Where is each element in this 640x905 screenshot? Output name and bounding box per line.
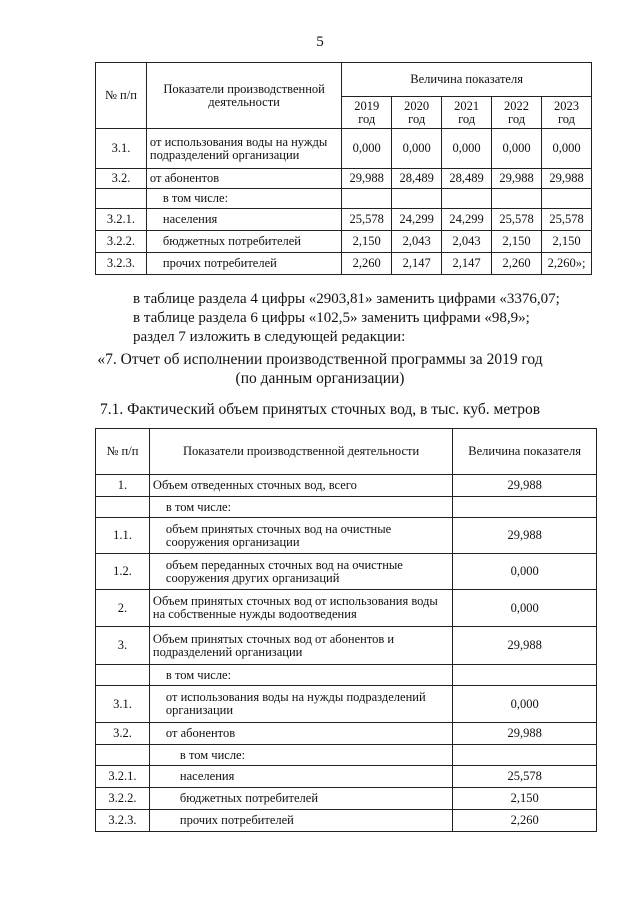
row-num: 3.2.3. xyxy=(96,253,147,275)
row-label: объем переданных сточных вод на очистные сооружения других организаций xyxy=(149,554,452,590)
table-row xyxy=(96,209,592,231)
row-label: прочих потребителей xyxy=(149,810,452,832)
row-label: от абонентов xyxy=(146,169,341,189)
row-value xyxy=(542,189,592,209)
table-row xyxy=(96,554,597,590)
row-value: 2,260 xyxy=(492,253,542,275)
paragraph: в таблице раздела 4 цифры «2903,81» заменить цифрами «3376,07; xyxy=(133,291,560,307)
row-value: 25,578 xyxy=(342,209,392,231)
row-num xyxy=(96,497,150,518)
col-header-year: 2021 год xyxy=(442,97,492,129)
row-value: 0,000 xyxy=(542,129,592,169)
row-label: в том числе: xyxy=(149,745,452,766)
subsection-title: 7.1. Фактический объем принятых сточных вод, в тыс. куб. метров xyxy=(99,401,541,418)
row-label: объем принятых сточных вод на очистные сооружения организации xyxy=(149,518,452,554)
table-row xyxy=(96,665,597,686)
row-num: 3.2. xyxy=(96,723,150,745)
table-row xyxy=(96,169,592,189)
row-num: 3. xyxy=(96,627,150,665)
row-num: 1.2. xyxy=(96,554,150,590)
row-value xyxy=(492,189,542,209)
row-label: Объем отведенных сточных вод, всего xyxy=(149,475,452,497)
paragraph: в таблице раздела 6 цифры «102,5» заменить цифрами «98,9»; xyxy=(133,310,530,326)
row-label: бюджетных потребителей xyxy=(146,231,341,253)
row-value xyxy=(453,665,597,686)
row-value xyxy=(442,189,492,209)
col-header-num: № п/п xyxy=(96,63,147,129)
row-label: прочих потребителей xyxy=(146,253,341,275)
table-row xyxy=(96,723,597,745)
table-wastewater-volume xyxy=(95,428,597,832)
row-value: 29,988 xyxy=(453,627,597,665)
row-value xyxy=(453,745,597,766)
row-value: 24,299 xyxy=(392,209,442,231)
col-header-year: 2019 год xyxy=(342,97,392,129)
row-value: 25,578 xyxy=(453,766,597,788)
row-value: 2,260 xyxy=(453,810,597,832)
row-value: 29,988 xyxy=(453,518,597,554)
row-value: 2,150 xyxy=(342,231,392,253)
row-label: населения xyxy=(149,766,452,788)
table-row xyxy=(96,129,592,169)
row-value: 0,000 xyxy=(453,590,597,627)
row-value: 0,000 xyxy=(442,129,492,169)
row-label: от использования воды на нужды подразделений организации xyxy=(146,129,341,169)
row-value: 2,260»; xyxy=(542,253,592,275)
row-value: 2,043 xyxy=(392,231,442,253)
row-label: в том числе: xyxy=(146,189,341,209)
row-value: 28,489 xyxy=(442,169,492,189)
row-value: 2,147 xyxy=(442,253,492,275)
row-num: 3.1. xyxy=(96,129,147,169)
row-value: 28,489 xyxy=(392,169,442,189)
row-num: 1. xyxy=(96,475,150,497)
row-value: 2,147 xyxy=(392,253,442,275)
row-label: от абонентов xyxy=(149,723,452,745)
col-header-value: Величина показателя xyxy=(342,63,592,97)
row-label: в том числе: xyxy=(149,665,452,686)
row-value xyxy=(453,497,597,518)
row-num: 3.2.3. xyxy=(96,810,150,832)
col-header-year: 2023 год xyxy=(542,97,592,129)
row-value: 29,988 xyxy=(342,169,392,189)
col-header-year: 2020 год xyxy=(392,97,442,129)
row-value xyxy=(342,189,392,209)
row-label: Объем принятых сточных вод от абонентов и подразделений организации xyxy=(149,627,452,665)
row-num xyxy=(96,189,147,209)
row-num: 3.2.2. xyxy=(96,231,147,253)
row-num: 3.2.1. xyxy=(96,209,147,231)
table-row xyxy=(96,590,597,627)
row-value: 29,988 xyxy=(453,723,597,745)
row-num xyxy=(96,745,150,766)
row-value: 0,000 xyxy=(453,686,597,723)
row-num: 3.2.1. xyxy=(96,766,150,788)
row-value: 0,000 xyxy=(492,129,542,169)
table-row xyxy=(96,518,597,554)
table-row xyxy=(96,766,597,788)
row-value: 2,150 xyxy=(542,231,592,253)
row-value: 2,043 xyxy=(442,231,492,253)
row-value: 0,000 xyxy=(392,129,442,169)
section-subtitle: (по данным организации) xyxy=(235,370,405,387)
row-value: 2,150 xyxy=(453,788,597,810)
col-header-indicator: Показатели производственной деятельности xyxy=(149,429,452,475)
table-row xyxy=(96,231,592,253)
row-value: 29,988 xyxy=(453,475,597,497)
table-row xyxy=(96,475,597,497)
row-value: 0,000 xyxy=(342,129,392,169)
table-row xyxy=(96,253,592,275)
row-num: 3.1. xyxy=(96,686,150,723)
row-num: 3.2. xyxy=(96,169,147,189)
table-row xyxy=(96,686,597,723)
section-title: «7. Отчет об исполнении производственной программы за 2019 год xyxy=(97,351,543,368)
row-label: от использования воды на нужды подразделений организации xyxy=(149,686,452,723)
row-value: 29,988 xyxy=(492,169,542,189)
row-value: 0,000 xyxy=(453,554,597,590)
col-header-value: Величина показателя xyxy=(453,429,597,475)
table-row xyxy=(96,788,597,810)
row-label: населения xyxy=(146,209,341,231)
row-num: 1.1. xyxy=(96,518,150,554)
row-num: 2. xyxy=(96,590,150,627)
row-label: в том числе: xyxy=(149,497,452,518)
col-header-num: № п/п xyxy=(96,429,150,475)
row-value: 2,260 xyxy=(342,253,392,275)
row-label: бюджетных потребителей xyxy=(149,788,452,810)
table-row xyxy=(96,745,597,766)
table-row xyxy=(96,497,597,518)
row-num xyxy=(96,665,150,686)
col-header-year: 2022 год xyxy=(492,97,542,129)
page-number: 5 xyxy=(316,34,324,50)
row-value: 29,988 xyxy=(542,169,592,189)
row-num: 3.2.2. xyxy=(96,788,150,810)
col-header-indicator: Показатели производственной деятельности xyxy=(146,63,341,129)
table-row xyxy=(96,810,597,832)
row-value: 25,578 xyxy=(542,209,592,231)
paragraph: раздел 7 изложить в следующей редакции: xyxy=(133,329,406,345)
table-row xyxy=(96,627,597,665)
table-production-indicators xyxy=(95,62,592,275)
row-value xyxy=(392,189,442,209)
row-value: 2,150 xyxy=(492,231,542,253)
row-value: 24,299 xyxy=(442,209,492,231)
row-label: Объем принятых сточных вод от использования воды на собственные нужды водоотведения xyxy=(149,590,452,627)
row-value: 25,578 xyxy=(492,209,542,231)
table-row xyxy=(96,189,592,209)
